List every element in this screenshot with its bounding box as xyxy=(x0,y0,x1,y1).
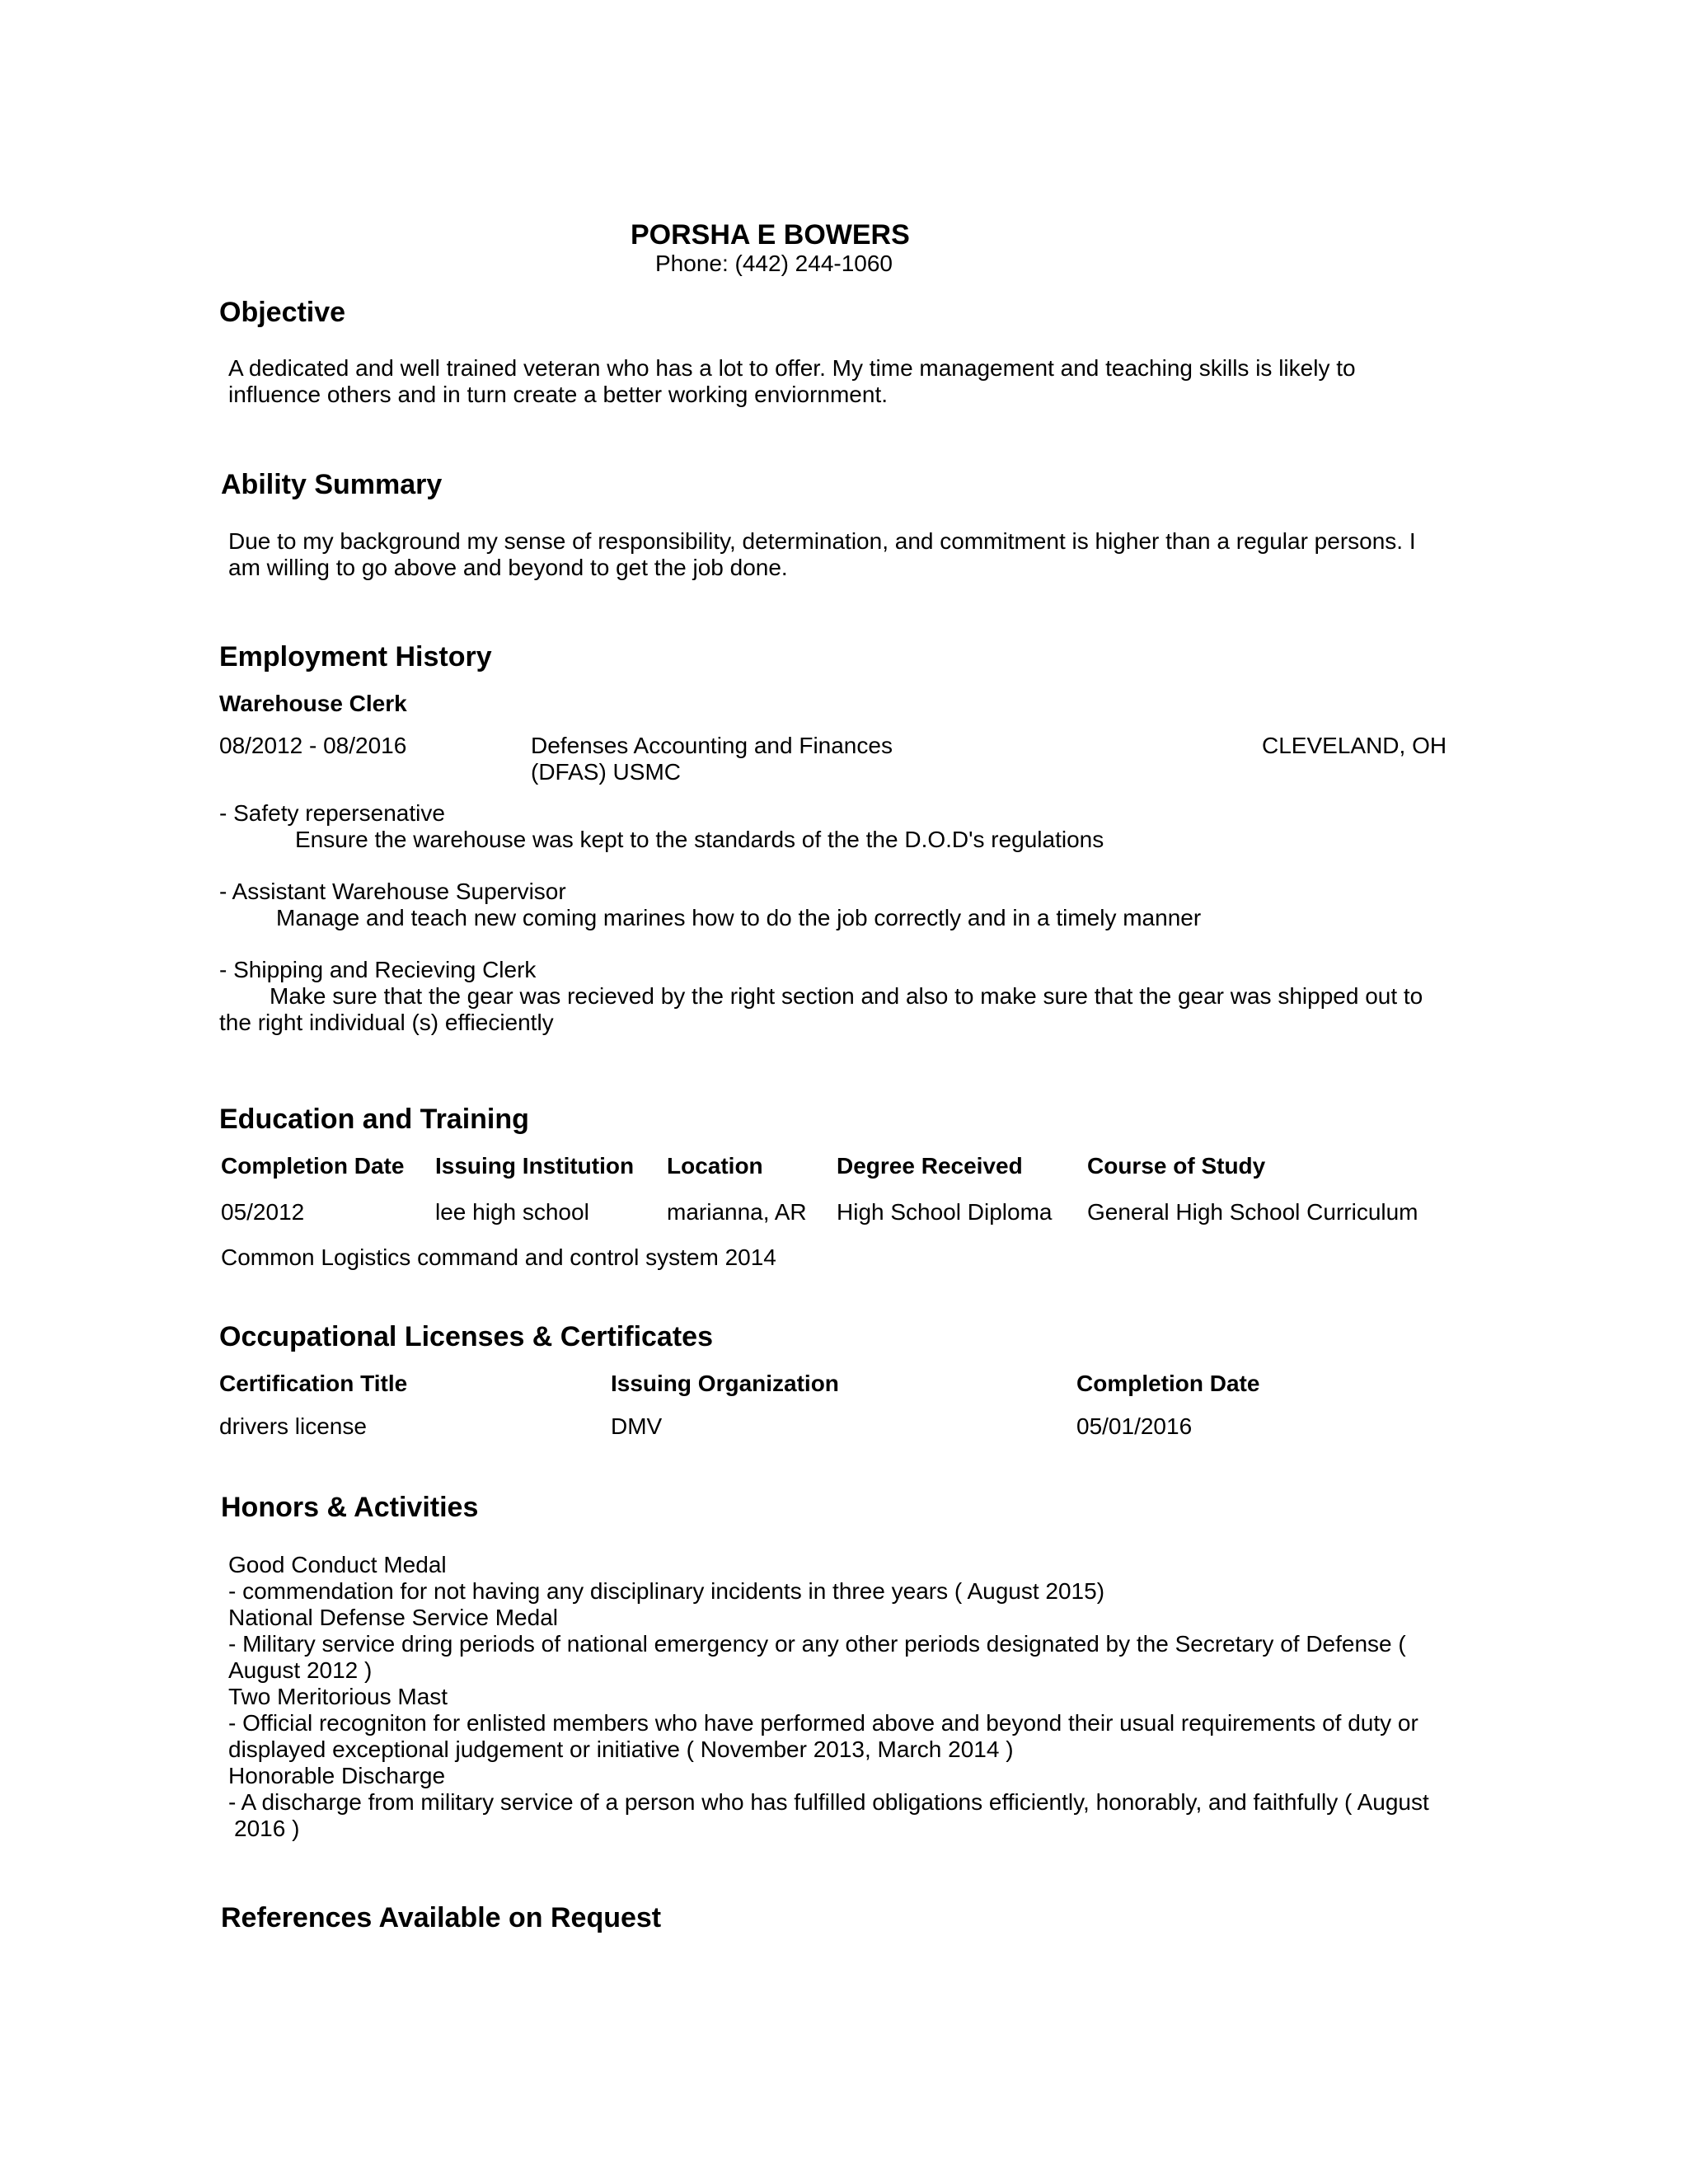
duty-title: - Assistant Warehouse Supervisor xyxy=(219,879,566,904)
honor-description: - A discharge from military service of a person who has fulfilled obligations efficiently, honorably, and faithfully ( August xyxy=(228,1789,1429,1815)
applicant-name: PORSHA E BOWERS xyxy=(631,219,910,251)
honor-description: - commendation for not having any disciplinary incidents in three years ( August 2015) xyxy=(228,1578,1105,1604)
education-extra: Common Logistics command and control system 2014 xyxy=(221,1244,776,1270)
honor-description: - Military service dring periods of national emergency or any other periods designated by the Secretary of Defense ( xyxy=(228,1631,1406,1657)
licenses-heading: Occupational Licenses & Certificates xyxy=(219,1321,713,1352)
licenses-column-header: Completion Date xyxy=(1076,1371,1260,1396)
honor-description: 2016 ) xyxy=(234,1816,300,1841)
objective-line: influence others and in turn create a better working enviornment. xyxy=(228,382,889,407)
duty-description: Ensure the warehouse was kept to the standards of the the D.O.D's regulations xyxy=(295,827,1104,852)
honors-heading: Honors & Activities xyxy=(221,1492,479,1523)
education-cell: High School Diploma xyxy=(837,1199,1053,1225)
employment-heading: Employment History xyxy=(219,641,492,673)
education-cell: marianna, AR xyxy=(667,1199,807,1225)
honor-title: Good Conduct Medal xyxy=(228,1552,447,1577)
honor-description: - Official recogniton for enlisted members who have performed above and beyond their usual requirements of duty or xyxy=(228,1710,1418,1736)
education-column-header: Issuing Institution xyxy=(435,1153,635,1179)
honor-title: National Defense Service Medal xyxy=(228,1605,558,1630)
honor-description: August 2012 ) xyxy=(228,1657,373,1683)
ability-line: Due to my background my sense of responsibility, determination, and commitment is higher than a regular persons. I xyxy=(228,528,1416,554)
duty-title: - Safety repersenative xyxy=(219,800,445,826)
education-cell: lee high school xyxy=(435,1199,589,1225)
education-heading: Education and Training xyxy=(219,1104,529,1135)
duty-description: Manage and teach new coming marines how to do the job correctly and in a timely manner xyxy=(276,905,1202,930)
education-column-header: Completion Date xyxy=(221,1153,405,1179)
job-location: CLEVELAND, OH xyxy=(1262,733,1447,758)
licenses-cell: 05/01/2016 xyxy=(1076,1413,1193,1439)
ability-heading: Ability Summary xyxy=(221,469,443,500)
objective-line: A dedicated and well trained veteran who has a lot to offer. My time management and teaching skills is likely to xyxy=(228,355,1356,381)
education-column-header: Degree Received xyxy=(837,1153,1023,1179)
honor-title: Two Meritorious Mast xyxy=(228,1684,448,1709)
honor-description: displayed exceptional judgement or initiative ( November 2013, March 2014 ) xyxy=(228,1736,1014,1762)
references-heading: References Available on Request xyxy=(221,1902,662,1933)
duty-description: Make sure that the gear was recieved by the right section and also to make sure that the gear was shipped out to xyxy=(270,983,1423,1009)
ability-line: am willing to go above and beyond to get the job done. xyxy=(228,555,788,580)
licenses-column-header: Certification Title xyxy=(219,1371,408,1396)
education-cell: 05/2012 xyxy=(221,1199,305,1225)
education-column-header: Location xyxy=(667,1153,763,1179)
objective-heading: Objective xyxy=(219,297,346,328)
duty-title: - Shipping and Recieving Clerk xyxy=(219,957,537,982)
employer-name: Defenses Accounting and Finances xyxy=(531,733,893,758)
licenses-cell: DMV xyxy=(611,1413,663,1439)
applicant-phone: Phone: (442) 244-1060 xyxy=(655,251,893,276)
employer-name: (DFAS) USMC xyxy=(531,759,681,785)
licenses-column-header: Issuing Organization xyxy=(611,1371,839,1396)
honor-title: Honorable Discharge xyxy=(228,1763,446,1788)
education-cell: General High School Curriculum xyxy=(1087,1199,1418,1225)
licenses-cell: drivers license xyxy=(219,1413,367,1439)
job-title: Warehouse Clerk xyxy=(219,691,407,716)
education-column-header: Course of Study xyxy=(1087,1153,1266,1179)
duty-description: the right individual (s) effieciently xyxy=(219,1010,554,1035)
job-dates: 08/2012 - 08/2016 xyxy=(219,733,407,758)
